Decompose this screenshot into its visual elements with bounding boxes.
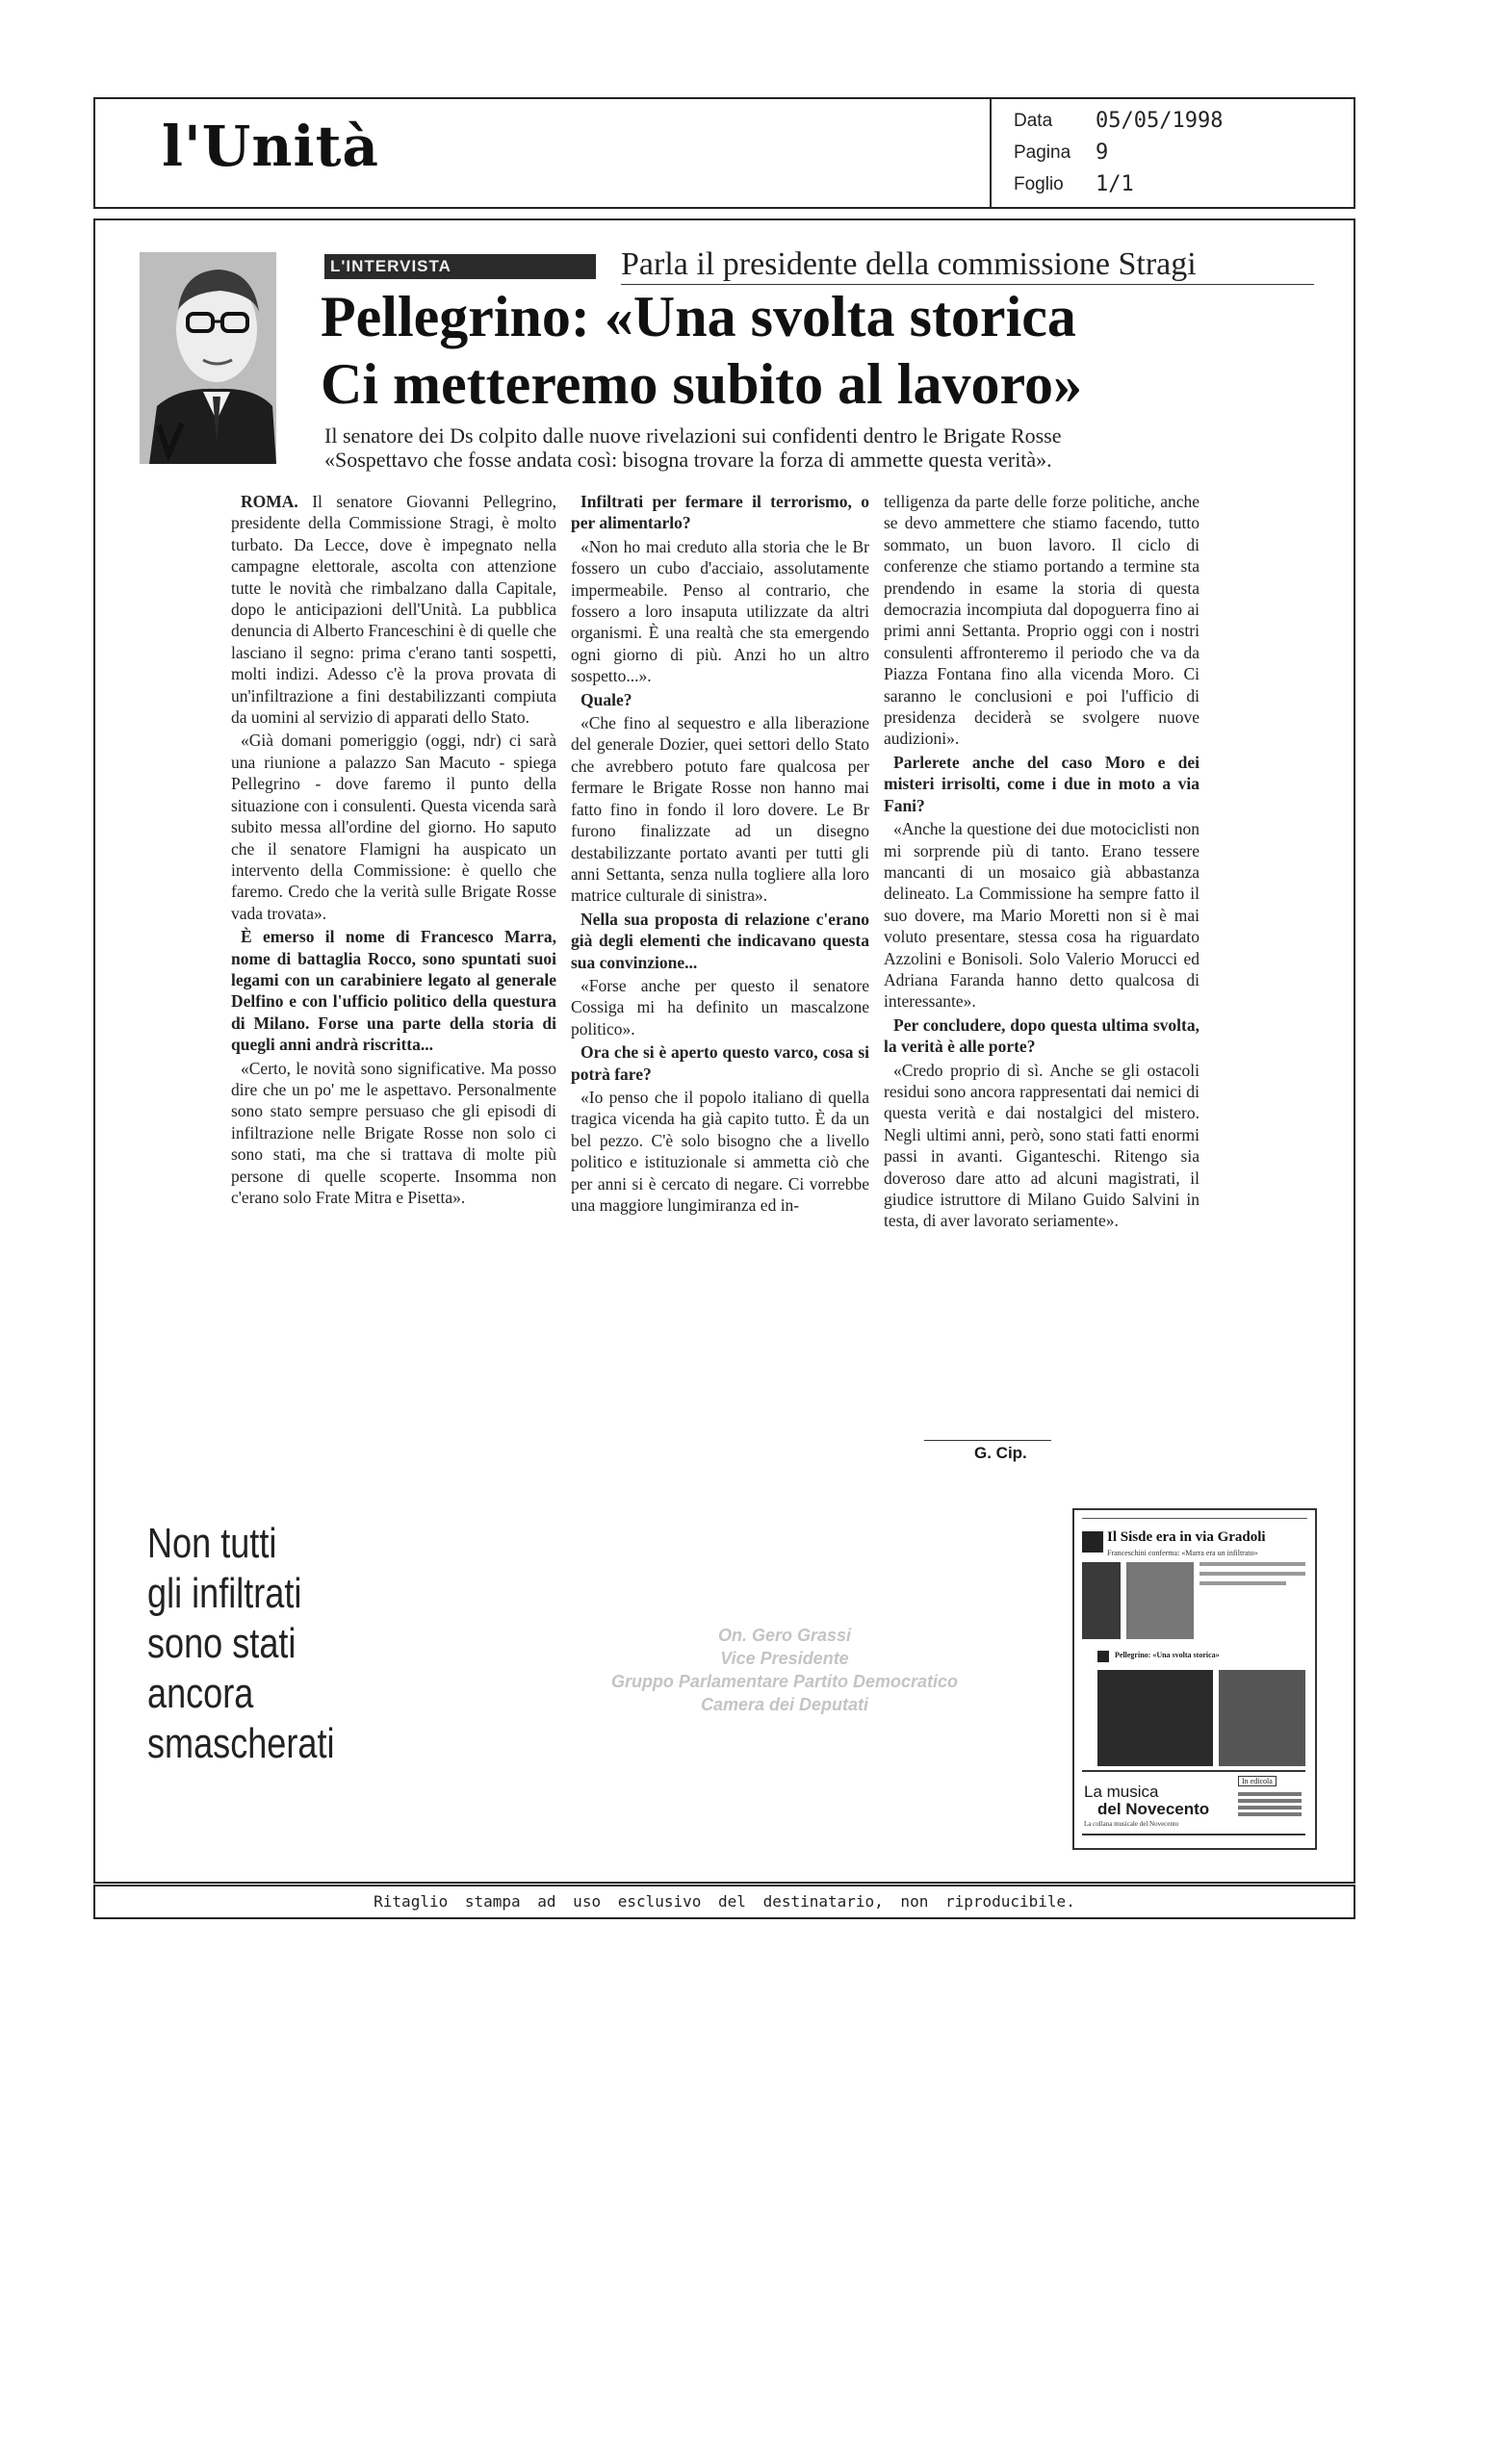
article-column-2 xyxy=(571,491,869,1218)
thumb-photo-center xyxy=(1126,1562,1194,1639)
thumb-promo-caption: La collana musicale del Novecento xyxy=(1084,1820,1179,1828)
pull-quote xyxy=(147,1519,334,1769)
thumb-icon xyxy=(1097,1651,1109,1662)
paragraph: telligenza da parte delle forze politiche, anche se devo ammettere che stiamo facendo, tutto sommato, un buon lavoro. Il ciclo di conferenze che stiamo portando a termine sta prendendo in esame la storia di questa democrazia incompiuta dal dopoguerra fino ai primi anni Settanta. Proprio oggi con i nostri consulenti affronteremo il periodo che va da Piazza Fontana fino alla vicenda Moro. Ci saranno le conclusioni e poi l'ufficio di presidenza deciderà se svolgere nuove audizioni». xyxy=(884,492,1199,749)
paragraph: «Che fino al sequestro e alla liberazione del generale Dozier, quei settori dello Stato che avrebbero potuto fare qualcosa per fermare le Brigate Rosse non hanno mai fatto fino in fondo il loro dovere. Le Br furono finalizzate ad un disegno destabilizzante portato avanti per tutti gli anni Settanta, senza nulla togliere alla loro matrice culturale di sinistra». xyxy=(571,713,869,906)
thumb-inner-headline: Pellegrino: «Una svolta storica» xyxy=(1115,1651,1220,1659)
thumb-rule xyxy=(1082,1834,1305,1835)
thumb-logo-block xyxy=(1082,1531,1103,1553)
footer-notice: Ritaglio stampa ad uso esclusivo del destinatario, non riproducibile. xyxy=(93,1885,1355,1919)
thumb-subheadline: Franceschini conferma: «Marra era un infiltrato» xyxy=(1107,1549,1258,1557)
article-headline xyxy=(321,283,1082,418)
headline-line-2: Ci metteremo subito al lavoro» xyxy=(321,352,1082,416)
stamp-line: Vice Presidente xyxy=(720,1649,849,1668)
dateline-city: ROMA. xyxy=(241,492,298,511)
thumb-promo-title-1: La musica xyxy=(1084,1783,1159,1801)
page-label: Pagina xyxy=(1014,142,1071,163)
thumb-text-line xyxy=(1199,1581,1286,1585)
pull-quote-line: ancora xyxy=(147,1670,254,1717)
headline-line-1: Pellegrino: «Una svolta storica xyxy=(321,285,1076,348)
thumb-headline: Il Sisde era in via Gradoli xyxy=(1107,1529,1266,1545)
thumb-photo-left xyxy=(1082,1562,1121,1639)
interview-question: Infiltrati per fermare il terrorismo, o per alimentarlo? xyxy=(571,492,869,533)
masthead-divider xyxy=(990,97,992,209)
paragraph: «Io penso che il popolo italiano di quella tragica vicenda ha già capito tutto. È da un bel pezzo. C'è solo bisogno che a livello politico e istituzionale si ammetta ciò che per anni si è cercato di negare. Ci vorrebbe una maggiore lungimiranza ed in- xyxy=(571,1087,869,1215)
newspaper-logo: l'Unità xyxy=(162,114,379,179)
portrait-photo xyxy=(140,252,276,464)
pull-quote-line: Non tutti xyxy=(147,1520,277,1567)
subhead-line-2: «Sospettavo che fosse andata così: bisogna trovare la forza di ammette questa verità». xyxy=(324,448,1052,472)
front-page-thumbnail xyxy=(1072,1508,1317,1850)
rubric-tag: L'INTERVISTA xyxy=(324,254,596,279)
interview-question: Quale? xyxy=(580,689,632,709)
interview-question: Per concludere, dopo questa ultima svolta, la verità è alle porte? xyxy=(884,1014,1199,1057)
paragraph: «Non ho mai creduto alla storia che le Br fossero un cubo d'acciaio, assolutamente impermeabile. Penso al contrario, che fossero a loro insaputa utilizzate da altri organismi. È una realtà che sta emergendo ogni giorno di più. Anzi ho un altro sospetto...». xyxy=(571,536,869,686)
article-column-1 xyxy=(231,491,556,1210)
stamp-line: Gruppo Parlamentare Partito Democratico xyxy=(610,1672,959,1691)
article-column-3 xyxy=(884,491,1199,1234)
thumb-edicola-tag: In edicola xyxy=(1238,1776,1277,1786)
subhead-line-1: Il senatore dei Ds colpito dalle nuove rivelazioni sui confidenti dentro le Brigate Rosse xyxy=(324,424,1062,448)
paragraph-text: Il senatore Giovanni Pellegrino, presidente della Commissione Stragi, è molto turbato. Da Lecce, dove è impegnato nella campagne elettorale, ascolta con attenzione tutte le novità che rimbalzano dalla Capitale, dopo le anticipazioni dell'Unità. La pubblica denuncia di Alberto Franceschini è di quelle che lasciano il segno: prima c'erano tanti sospetti, molti indizi. Adesso c'è la prova provata di un'infiltrazione a fini destabilizzanti compiuta da uomini al servizio di apparati dello Stato. xyxy=(231,492,556,728)
interview-question: Parlerete anche del caso Moro e dei misteri irrisolti, come i due in moto a via Fani? xyxy=(884,752,1199,815)
thumb-text-line xyxy=(1199,1572,1305,1576)
paragraph: «Già domani pomeriggio (oggi, ndr) ci sarà una riunione a palazzo San Macuto - spiega Pellegrino - dove faremo il punto della situazione con i consulenti. Questa vicenda sarà subito messa all'ordine del giorno. Ho saputo che il senatore Flamigni ha auspicato un intervento della Commissione: è quello che faremo. Credo che la verità sulle Brigate Rosse vada trovata». xyxy=(231,731,556,923)
article-kicker: Parla il presidente della commissione Stragi xyxy=(621,246,1197,282)
thumb-text-line xyxy=(1199,1562,1305,1566)
thumb-promo-box xyxy=(1238,1789,1302,1832)
paragraph: «Forse anche per questo il senatore Cossiga mi ha definito un mascalzone politico». xyxy=(571,975,869,1039)
thumb-rule xyxy=(1082,1518,1307,1519)
paragraph: «Anche la questione dei due motociclisti non mi sorprende più di tanto. Erano tessere mancanti di un mosaico già abbastanza delineato. La Commissione ha sempre fatto il suo dovere, ma Mario Moretti non si è mai voluto presentare, stessa cosa ha riguardato Azzolini e Bonisoli. Solo Valerio Morucci ed Adriana Faranda hanno detto qualcosa di interessante». xyxy=(884,819,1199,1012)
page-value: 9 xyxy=(1096,141,1109,165)
portrait-illustration-icon xyxy=(140,252,276,464)
interview-question: Ora che si è aperto questo varco, cosa si potrà fare? xyxy=(571,1042,869,1084)
sheet-value: 1/1 xyxy=(1096,172,1134,196)
sheet-label: Foglio xyxy=(1014,174,1064,194)
thumb-photo-right xyxy=(1219,1670,1305,1766)
paragraph: «Certo, le novità sono significative. Ma posso dire che un po' me le aspettavo. Personalmente sono stato sempre persuaso che gli episodi di infiltrazione nelle Brigate Rosse non solo ci sono stati, ma che si trattava di molte più persone di quelle scoperte. Insomma non c'erano solo Frate Mitra e Pisetta». xyxy=(231,1058,556,1207)
stamp-line: Camera dei Deputati xyxy=(700,1695,869,1714)
article-subhead xyxy=(324,424,1062,472)
thumb-photo-large xyxy=(1097,1670,1213,1766)
pull-quote-line: smascherati xyxy=(147,1720,335,1767)
interview-question: Nella sua proposta di relazione c'erano già degli elementi che indicavano questa sua convinzione... xyxy=(571,909,869,972)
pull-quote-line: sono stati xyxy=(147,1620,297,1667)
thumb-promo-title-2: del Novecento xyxy=(1097,1800,1210,1818)
paragraph: «Credo proprio di sì. Anche se gli ostacoli residui sono ancora rappresentati dai nemici di questa verità e dai nostalgici del mistero. Negli ultimi anni, però, sono stati fatti enormi passi in avanti. Giganteschi. Ritengo sia doveroso dare atto ad alcuni magistrati, il giudice istruttore di Milano Guido Salvini in testa, di aver lavorato seriamente». xyxy=(884,1060,1199,1231)
stamp-line: On. Gero Grassi xyxy=(717,1626,852,1645)
author-signature: G. Cip. xyxy=(974,1444,1027,1462)
faded-stamp xyxy=(592,1624,977,1716)
date-label: Data xyxy=(1014,111,1053,131)
date-value: 05/05/1998 xyxy=(1096,109,1224,133)
thumb-rule xyxy=(1082,1770,1305,1772)
pull-quote-line: gli infiltrati xyxy=(147,1570,302,1617)
signature-rule xyxy=(924,1440,1051,1441)
paragraph xyxy=(231,491,556,728)
interview-question: È emerso il nome di Francesco Marra, nome di battaglia Rocco, sono spuntati suoi legami con un carabiniere legato al generale Delfino e con l'ufficio politico della questura di Milano. Forse una parte della storia di quegli anni andrà riscritta... xyxy=(231,927,556,1055)
